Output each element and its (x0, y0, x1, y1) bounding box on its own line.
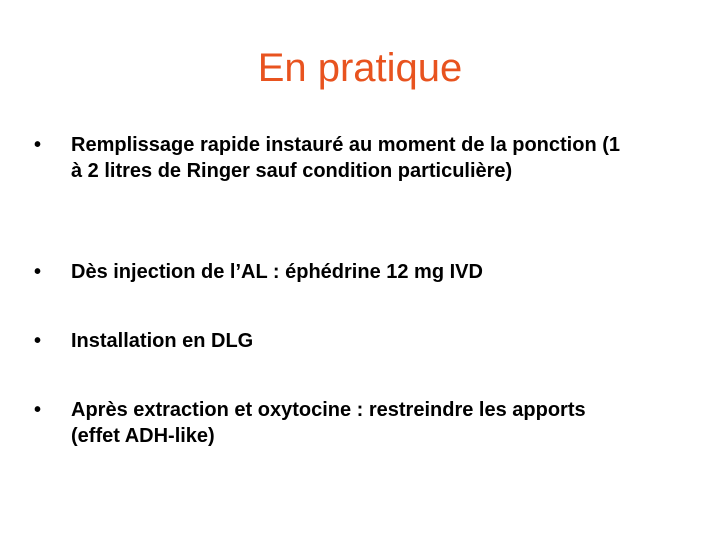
bullet-dot-icon: • (34, 261, 42, 283)
bullet-text: Dès injection de l’AL : éphédrine 12 mg IVD (71, 261, 483, 283)
bullet-item (34, 132, 694, 184)
bullet-dot-icon: • (34, 330, 42, 352)
bullet-dot-icon: • (34, 134, 42, 156)
bullet-item (34, 397, 694, 449)
slide-title: En pratique (257, 46, 463, 90)
bullet-text: Après extraction et oxytocine : restreindre les apports (effet ADH-like) (71, 399, 586, 447)
bullet-item (34, 259, 694, 285)
bullet-text: Installation en DLG (71, 330, 254, 352)
bullet-dot-icon: • (34, 399, 42, 421)
bullet-item (34, 328, 694, 354)
bullet-text: Remplissage rapide instauré au moment de la ponction (1 à 2 litres de Ringer sauf condition particulière) (71, 134, 621, 182)
